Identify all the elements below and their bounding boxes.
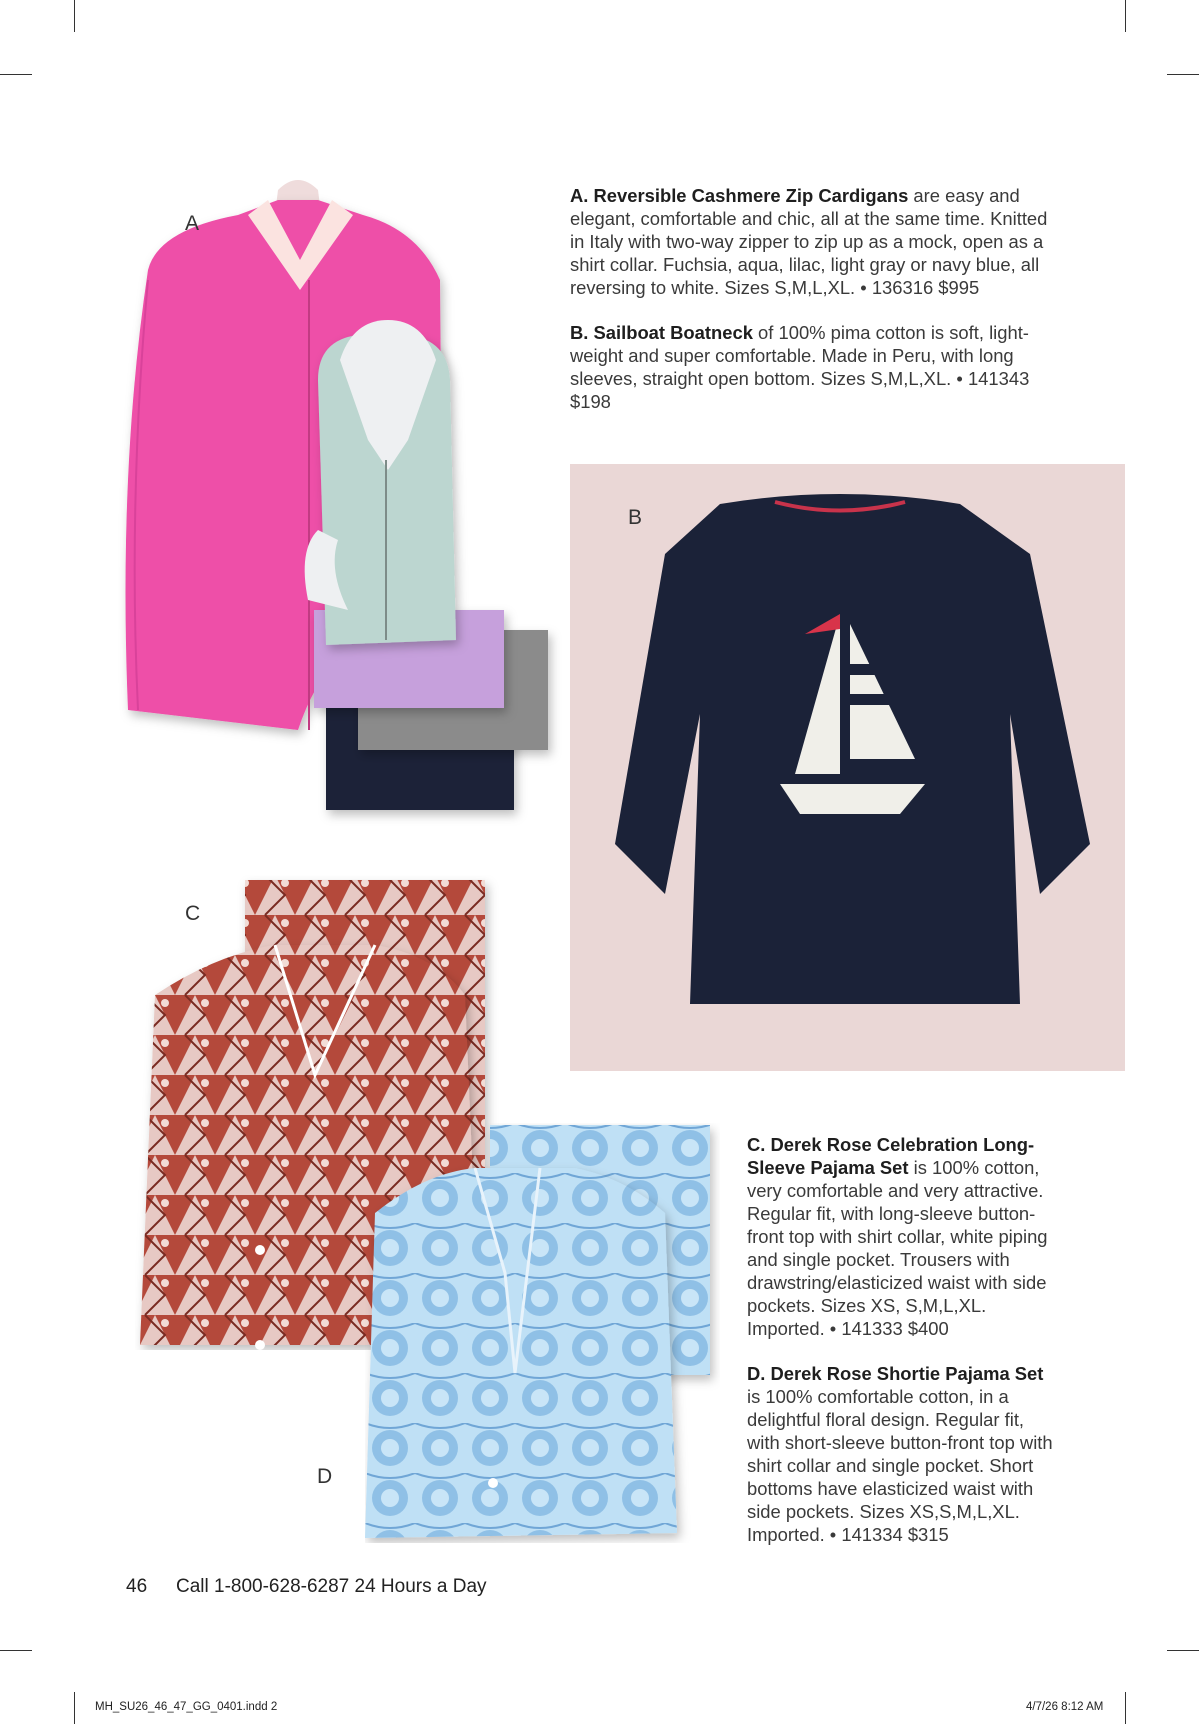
crop-mark	[0, 1650, 32, 1651]
product-title-d: D. Derek Rose Shortie Pajama Set	[747, 1363, 1044, 1384]
cardigans-photo	[118, 170, 578, 830]
blue-pajamas-photo	[365, 1123, 720, 1543]
crop-mark	[1167, 74, 1199, 75]
item-label-b: B	[628, 506, 643, 529]
slug-timestamp: 4/7/26 8:12 AM	[1026, 1701, 1104, 1713]
description-block-cd	[747, 1133, 1059, 1568]
description-block-ab	[570, 184, 1050, 435]
crop-mark	[1125, 0, 1126, 32]
product-body-d: is 100% comfortable cotton, in a delightful floral design. Regular fit, with short-sleeve button-front top with shirt collar and single pocket. Short bottoms have elasticized waist with side pockets. Sizes XS,S,M,L,XL. Imported. • 141334 $315	[747, 1386, 1053, 1545]
product-description-b	[570, 321, 1050, 413]
product-description-c	[747, 1133, 1059, 1340]
crop-mark	[74, 0, 75, 32]
product-body-a: are easy and elegant, comfortable and chic, all at the same time. Knitted in Italy with two-way zipper to zip up as a mock, open as a shirt collar. Fuchsia, aqua, lilac, light gray or navy blue, all reversing to white. Sizes S,M,L,XL. • 136316 $995	[570, 185, 1048, 298]
product-body-b: of 100% pima cotton is soft, light-weight and super comfortable. Made in Peru, with long sleeves, straight open bottom. Sizes S,M,L,XL. • 141343 $198	[570, 322, 1030, 412]
item-label-d: D	[317, 1465, 333, 1488]
phone-callout: Call 1-800-628-6287 24 Hours a Day	[176, 1576, 487, 1597]
item-label-c: C	[185, 902, 201, 925]
item-label-a: A	[185, 212, 200, 235]
slug-file-name: MH_SU26_46_47_GG_0401.indd 2	[95, 1701, 278, 1713]
sailboat-sweater-photo	[570, 464, 1125, 1071]
product-title-c: C. Derek Rose Celebration Long-Sleeve Pajama Set	[747, 1134, 1035, 1178]
product-title-a: A. Reversible Cashmere Zip Cardigans	[570, 185, 909, 206]
product-description-a	[570, 184, 1050, 299]
product-title-b: B. Sailboat Boatneck	[570, 322, 753, 343]
product-body-c: is 100% cotton, very comfortable and very attractive. Regular fit, with long-sleeve button-front top with shirt collar, white piping and single pocket. Trousers with drawstring/elasticized waist with side pockets. Sizes XS, S,M,L,XL. Imported. • 141333 $400	[747, 1157, 1048, 1339]
crop-mark	[1125, 1692, 1126, 1724]
product-description-d	[747, 1362, 1059, 1546]
crop-mark	[1167, 1650, 1199, 1651]
crop-mark	[74, 1692, 75, 1724]
crop-mark	[0, 74, 32, 75]
page-number: 46	[126, 1576, 148, 1597]
